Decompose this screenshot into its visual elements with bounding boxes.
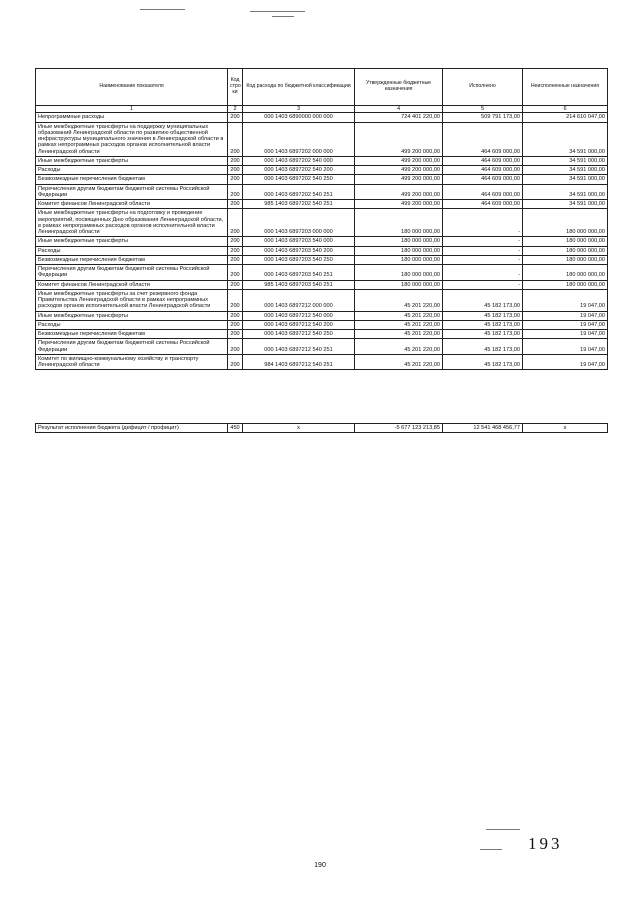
row-approved: 499 200 000,00: [355, 166, 443, 175]
table-header-row: [36, 69, 608, 106]
row-classification-code: 000 1403 6897203 540 000: [243, 237, 355, 246]
row-line-code: 200: [228, 311, 243, 320]
scan-mark: [140, 9, 185, 10]
result-executed: 12 541 468 456,77: [443, 424, 523, 433]
table-row: [36, 289, 608, 311]
scan-mark: [250, 11, 305, 12]
row-classification-code: 000 1403 6897212 540 251: [243, 339, 355, 355]
table-row: [36, 156, 608, 165]
row-approved: 499 200 000,00: [355, 184, 443, 200]
row-executed: -: [443, 255, 523, 264]
row-classification-code: 000 1403 6897212 540 200: [243, 320, 355, 329]
row-approved: 45 201 220,00: [355, 289, 443, 311]
result-code: х: [243, 424, 355, 433]
row-name: Иные межбюджетные трансферты на подготовку и проведение мероприятий, посвященных Дню образования Ленинградской области, в рамках непрограммных расходов органов исполнительной власти Ленинградской области: [36, 209, 228, 237]
table-row: [36, 339, 608, 355]
row-classification-code: 000 1403 6897202 000 000: [243, 122, 355, 156]
row-executed: 464 609 000,00: [443, 122, 523, 156]
header-line-code: Код стро ки: [228, 69, 243, 106]
row-approved: 180 000 000,00: [355, 265, 443, 281]
row-line-code: 200: [228, 166, 243, 175]
row-executed: 45 182 173,00: [443, 330, 523, 339]
header-approved: Утвержденные бюджетные назначения: [355, 69, 443, 106]
table-body: [36, 113, 608, 370]
row-executed: -: [443, 265, 523, 281]
scan-mark: [272, 16, 294, 17]
row-classification-code: 000 1403 6897202 540 200: [243, 166, 355, 175]
column-number-row: [36, 106, 608, 113]
column-number: 3: [243, 106, 355, 113]
row-executed: 464 609 000,00: [443, 166, 523, 175]
row-name: Комитет по жилищно-коммунальному хозяйству и транспорту Ленинградской области: [36, 354, 228, 370]
row-classification-code: 984 1403 6897212 540 251: [243, 354, 355, 370]
row-classification-code: 000 1403 6890000 000 000: [243, 113, 355, 122]
row-classification-code: 000 1403 6897203 540 251: [243, 265, 355, 281]
budget-execution-table: [35, 68, 608, 370]
row-unexecuted: 19 047,00: [523, 320, 608, 329]
row-line-code: 200: [228, 354, 243, 370]
row-executed: -: [443, 237, 523, 246]
table-row: [36, 237, 608, 246]
table-row: [36, 311, 608, 320]
row-executed: 45 182 173,00: [443, 339, 523, 355]
row-line-code: 200: [228, 246, 243, 255]
row-name: Расходы: [36, 246, 228, 255]
row-unexecuted: 180 000 000,00: [523, 246, 608, 255]
page-number: 190: [314, 862, 326, 869]
row-line-code: 200: [228, 265, 243, 281]
row-name: Иные межбюджетные трансферты за счет резервного фонда Правительства Ленинградской области в рамках непрограммных расходов органов исполнительной власти Ленинградской области: [36, 289, 228, 311]
row-name: Расходы: [36, 166, 228, 175]
row-approved: 180 000 000,00: [355, 209, 443, 237]
table-row: [36, 265, 608, 281]
row-executed: 464 609 000,00: [443, 175, 523, 184]
row-approved: 45 201 220,00: [355, 339, 443, 355]
row-executed: 464 609 000,00: [443, 156, 523, 165]
row-classification-code: 000 1403 6897202 540 251: [243, 184, 355, 200]
header-classification-code: Код расхода по бюджетной классификации: [243, 69, 355, 106]
row-name: Перечисления другим бюджетам бюджетной системы Российской Федерации: [36, 184, 228, 200]
row-line-code: 200: [228, 156, 243, 165]
row-approved: 499 200 000,00: [355, 175, 443, 184]
row-unexecuted: 180 000 000,00: [523, 255, 608, 264]
column-number: 5: [443, 106, 523, 113]
row-unexecuted: 19 047,00: [523, 330, 608, 339]
row-line-code: 200: [228, 175, 243, 184]
row-unexecuted: 180 000 000,00: [523, 237, 608, 246]
row-line-code: 200: [228, 255, 243, 264]
row-line-code: 200: [228, 237, 243, 246]
row-executed: -: [443, 209, 523, 237]
row-unexecuted: 34 591 000,00: [523, 156, 608, 165]
row-name: Иные межбюджетные трансферты: [36, 237, 228, 246]
row-approved: 180 000 000,00: [355, 280, 443, 289]
column-number: 4: [355, 106, 443, 113]
table-row: [36, 320, 608, 329]
scan-mark: [480, 849, 502, 850]
row-name: Перечисления другим бюджетам бюджетной системы Российской Федерации: [36, 265, 228, 281]
scan-mark: [486, 829, 520, 830]
row-classification-code: 000 1403 6897212 540 250: [243, 330, 355, 339]
table-row: [36, 209, 608, 237]
column-number: 6: [523, 106, 608, 113]
result-line: 450: [228, 424, 243, 433]
result-approved: -5 677 123 213,85: [355, 424, 443, 433]
result-unexecuted: х: [523, 424, 608, 433]
row-name: Безвозмездные перечисления бюджетам: [36, 255, 228, 264]
row-line-code: 200: [228, 339, 243, 355]
table-row: [36, 113, 608, 122]
row-line-code: 200: [228, 280, 243, 289]
row-executed: 45 182 173,00: [443, 289, 523, 311]
row-classification-code: 985 1403 6897202 540 251: [243, 200, 355, 209]
table-row: [36, 354, 608, 370]
header-executed: Исполнено: [443, 69, 523, 106]
row-name: Расходы: [36, 320, 228, 329]
row-unexecuted: 19 047,00: [523, 311, 608, 320]
header-unexecuted: Неисполненные назначения: [523, 69, 608, 106]
row-unexecuted: 34 591 000,00: [523, 184, 608, 200]
row-unexecuted: 19 047,00: [523, 339, 608, 355]
row-unexecuted: 19 047,00: [523, 289, 608, 311]
row-line-code: 200: [228, 320, 243, 329]
column-number: 2: [228, 106, 243, 113]
row-executed: -: [443, 246, 523, 255]
row-classification-code: 000 1403 6897203 540 250: [243, 255, 355, 264]
row-line-code: 200: [228, 209, 243, 237]
row-approved: 180 000 000,00: [355, 246, 443, 255]
row-name: Комитет финансов Ленинградской области: [36, 200, 228, 209]
row-unexecuted: 34 591 000,00: [523, 175, 608, 184]
row-unexecuted: 34 591 000,00: [523, 166, 608, 175]
row-approved: 45 201 220,00: [355, 320, 443, 329]
row-approved: 499 200 000,00: [355, 122, 443, 156]
row-classification-code: 000 1403 6897203 000 000: [243, 209, 355, 237]
row-name: Иные межбюджетные трансферты: [36, 311, 228, 320]
table-row: [36, 280, 608, 289]
row-executed: 45 182 173,00: [443, 311, 523, 320]
header-indicator-name: Наименование показателя: [36, 69, 228, 106]
row-name: Перечисления другим бюджетам бюджетной системы Российской Федерации: [36, 339, 228, 355]
row-unexecuted: 34 591 000,00: [523, 122, 608, 156]
result-row: [36, 424, 608, 433]
row-line-code: 200: [228, 330, 243, 339]
row-classification-code: 000 1403 6897212 540 000: [243, 311, 355, 320]
row-line-code: 200: [228, 122, 243, 156]
row-approved: 499 200 000,00: [355, 200, 443, 209]
row-approved: 180 000 000,00: [355, 237, 443, 246]
table-row: [36, 122, 608, 156]
row-executed: 45 182 173,00: [443, 354, 523, 370]
row-executed: -: [443, 280, 523, 289]
row-approved: 45 201 220,00: [355, 330, 443, 339]
row-approved: 45 201 220,00: [355, 354, 443, 370]
row-approved: 499 200 000,00: [355, 156, 443, 165]
row-unexecuted: 19 047,00: [523, 354, 608, 370]
row-classification-code: 000 1403 6897212 000 000: [243, 289, 355, 311]
row-executed: 464 609 000,00: [443, 184, 523, 200]
row-line-code: 200: [228, 184, 243, 200]
table-row: [36, 246, 608, 255]
table-row: [36, 175, 608, 184]
row-classification-code: 000 1403 6897202 540 000: [243, 156, 355, 165]
table-row: [36, 166, 608, 175]
row-classification-code: 000 1403 6897203 540 200: [243, 246, 355, 255]
column-number: 1: [36, 106, 228, 113]
table-row: [36, 184, 608, 200]
row-name: Иные межбюджетные трансферты: [36, 156, 228, 165]
row-name: Непрограммные расходы: [36, 113, 228, 122]
row-classification-code: 985 1403 6897203 540 251: [243, 280, 355, 289]
row-line-code: 200: [228, 113, 243, 122]
row-executed: 45 182 173,00: [443, 320, 523, 329]
result-name: Результат исполнения бюджета (дефицит / профицит): [36, 424, 228, 433]
row-executed: 464 609 000,00: [443, 200, 523, 209]
row-classification-code: 000 1403 6897202 540 250: [243, 175, 355, 184]
row-unexecuted: 180 000 000,00: [523, 265, 608, 281]
row-name: Безвозмездные перечисления бюджетам: [36, 175, 228, 184]
row-name: Комитет финансов Ленинградской области: [36, 280, 228, 289]
row-name: Иные межбюджетные трансферты на поддержку муниципальных образований Ленинградской области по развитию общественной инфраструктуры муниципального значения в Ленинградской области в рамках непрограммных расходов органов исполнительной власти Ленинградской области: [36, 122, 228, 156]
table-row: [36, 200, 608, 209]
table-row: [36, 255, 608, 264]
row-executed: 509 791 173,00: [443, 113, 523, 122]
row-unexecuted: 214 610 047,00: [523, 113, 608, 122]
row-unexecuted: 180 000 000,00: [523, 209, 608, 237]
row-name: Безвозмездные перечисления бюджетам: [36, 330, 228, 339]
table-row: [36, 330, 608, 339]
row-line-code: 200: [228, 200, 243, 209]
row-approved: 180 000 000,00: [355, 255, 443, 264]
row-approved: 724 401 220,00: [355, 113, 443, 122]
row-line-code: 200: [228, 289, 243, 311]
stamp-number: 193: [528, 834, 563, 853]
row-approved: 45 201 220,00: [355, 311, 443, 320]
budget-result-table: [35, 423, 608, 433]
row-unexecuted: 34 591 000,00: [523, 200, 608, 209]
row-unexecuted: 180 000 000,00: [523, 280, 608, 289]
